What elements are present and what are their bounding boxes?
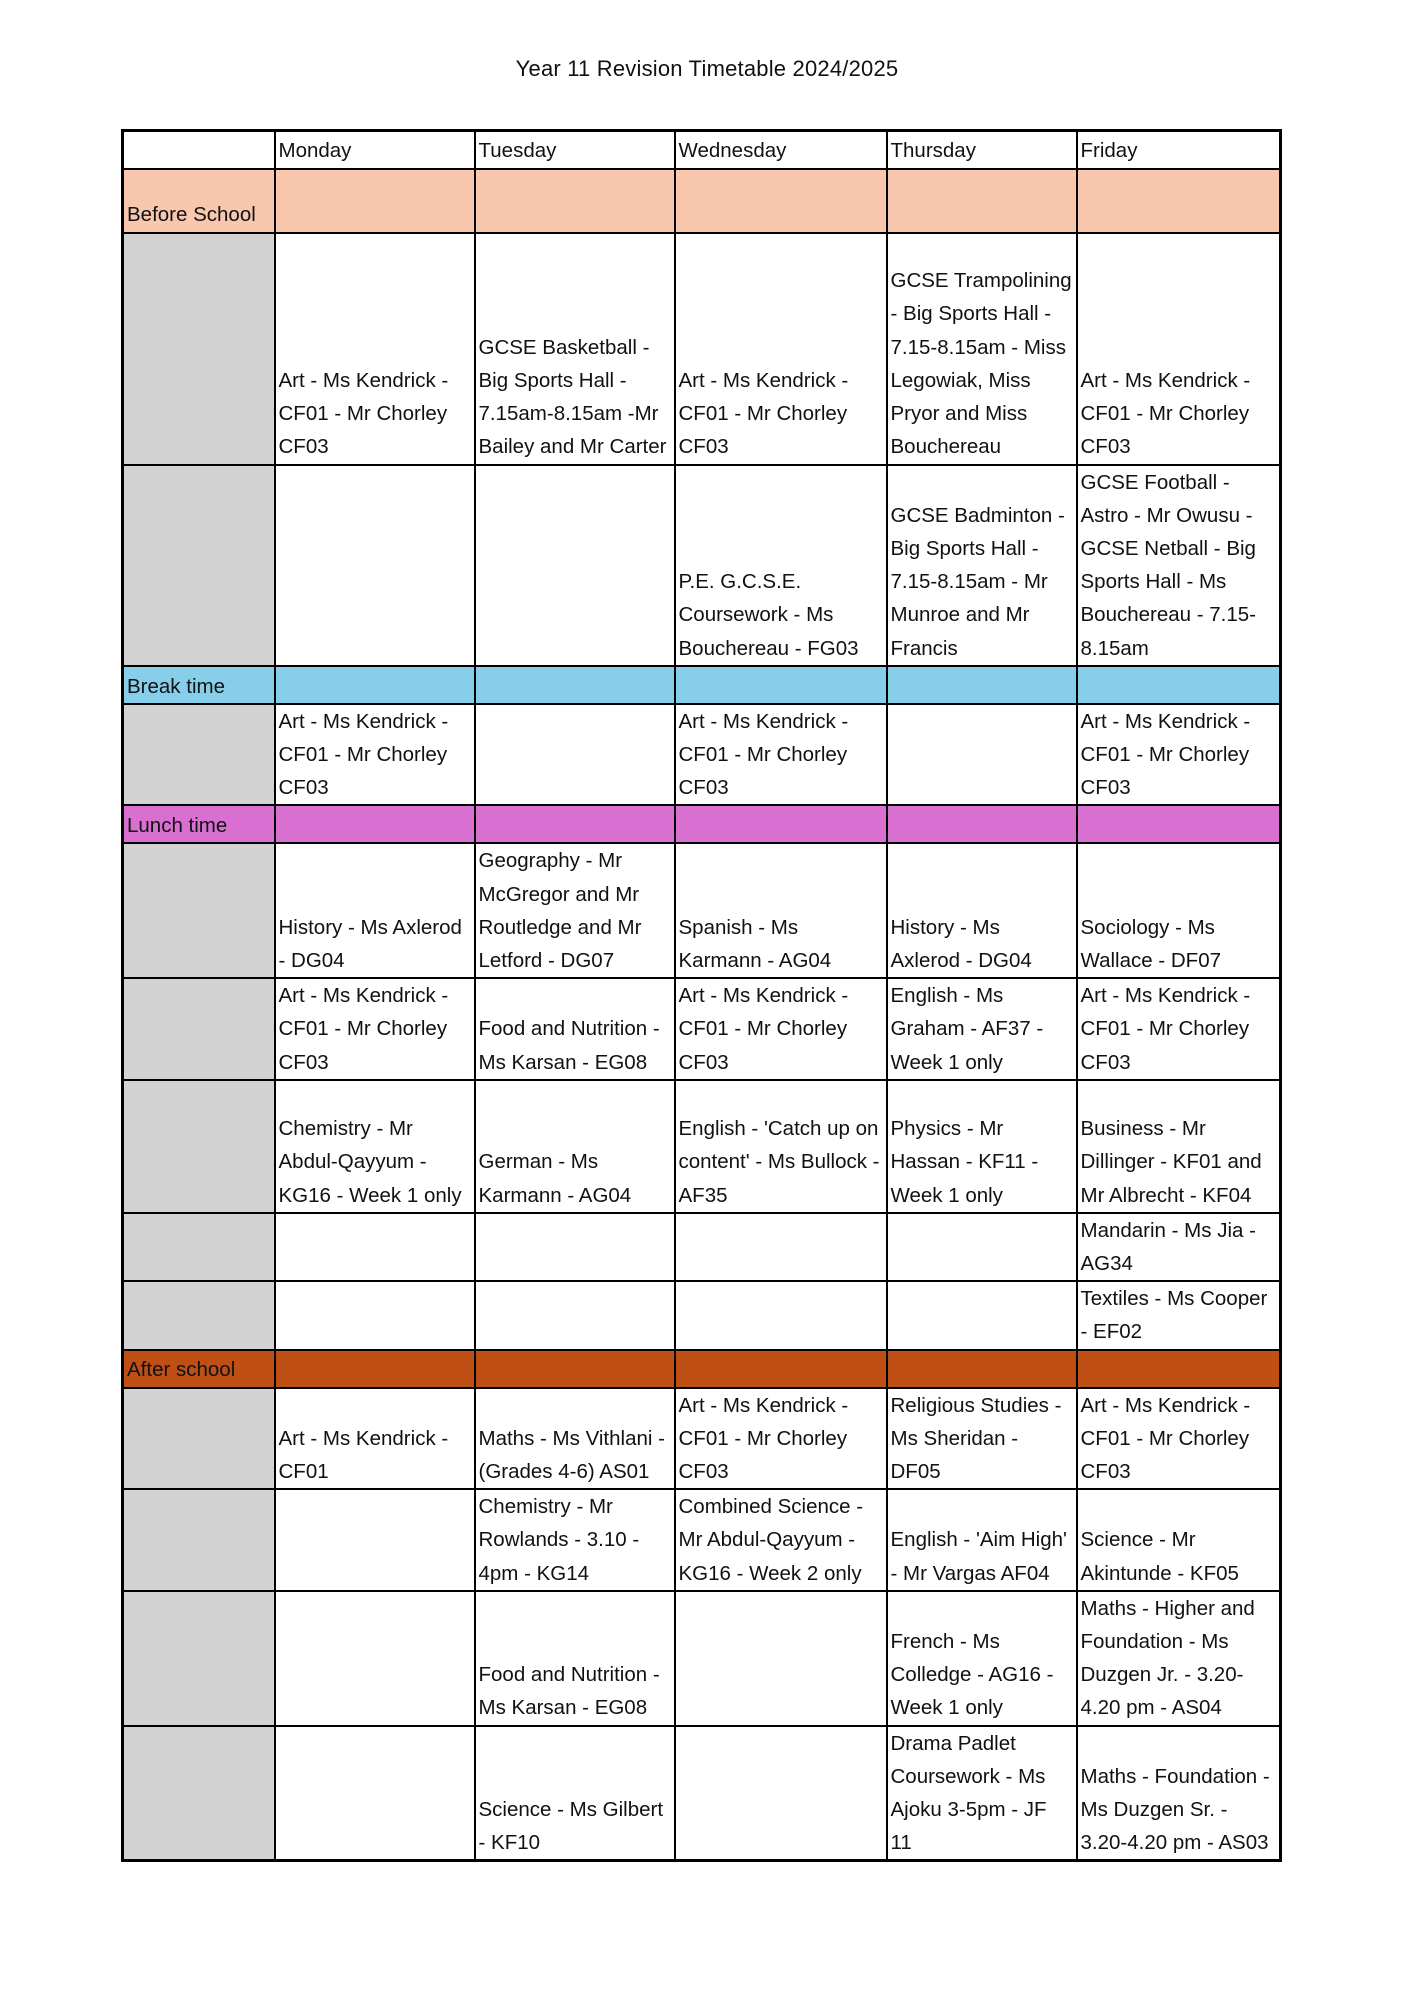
day-header-tuesday: Tuesday xyxy=(475,131,675,169)
session-cell xyxy=(275,1489,475,1591)
session-cell xyxy=(675,1213,887,1281)
session-cell: GCSE Basketball - Big Sports Hall - 7.15am-8.15am -Mr Bailey and Mr Carter xyxy=(475,233,675,465)
corner-cell xyxy=(123,131,275,169)
before-school-band-cell xyxy=(275,169,475,233)
session-cell: Science - Mr Akintunde - KF05 xyxy=(1077,1489,1281,1591)
session-cell xyxy=(675,1726,887,1861)
break-time-band-cell xyxy=(675,666,887,704)
session-cell: English - Ms Graham - AF37 - Week 1 only xyxy=(887,978,1077,1080)
session-cell: Art - Ms Kendrick - CF01 - Mr Chorley CF03 xyxy=(675,704,887,806)
session-cell: GCSE Trampolining - Big Sports Hall - 7.15-8.15am - Miss Legowiak, Miss Pryor and Miss Bouchereau xyxy=(887,233,1077,465)
session-cell: Chemistry - Mr Abdul-Qayyum - KG16 - Week 1 only xyxy=(275,1080,475,1213)
session-cell: History - Ms Axlerod - DG04 xyxy=(275,843,475,978)
row-label-cell xyxy=(123,1489,275,1591)
session-cell: Art - Ms Kendrick - CF01 xyxy=(275,1388,475,1490)
lunch-time-band-cell xyxy=(475,805,675,843)
session-cell xyxy=(275,1726,475,1861)
session-cell: Mandarin - Ms Jia - AG34 xyxy=(1077,1213,1281,1281)
session-cell xyxy=(675,1281,887,1349)
timetable-row xyxy=(123,233,1281,465)
lunch-time-header-row xyxy=(123,805,1281,843)
before-school-band-cell xyxy=(1077,169,1281,233)
session-cell xyxy=(275,1213,475,1281)
day-header-thursday: Thursday xyxy=(887,131,1077,169)
before-school-band-cell xyxy=(475,169,675,233)
session-cell: Chemistry - Mr Rowlands - 3.10 - 4pm - KG14 xyxy=(475,1489,675,1591)
session-cell: GCSE Football - Astro - Mr Owusu - GCSE Netball - Big Sports Hall - Ms Bouchereau - 7.15-8.15am xyxy=(1077,465,1281,666)
timetable-row xyxy=(123,1213,1281,1281)
session-cell: Combined Science - Mr Abdul-Qayyum - KG16 - Week 2 only xyxy=(675,1489,887,1591)
row-label-cell xyxy=(123,704,275,806)
lunch-time-label: Lunch time xyxy=(123,805,275,843)
session-cell: History - Ms Axlerod - DG04 xyxy=(887,843,1077,978)
session-cell: Art - Ms Kendrick - CF01 - Mr Chorley CF03 xyxy=(675,1388,887,1490)
session-cell: Art - Ms Kendrick - CF01 - Mr Chorley CF03 xyxy=(275,233,475,465)
page-title: Year 11 Revision Timetable 2024/2025 xyxy=(515,56,899,81)
session-cell: Art - Ms Kendrick - CF01 - Mr Chorley CF03 xyxy=(1077,704,1281,806)
row-label-cell xyxy=(123,843,275,978)
session-cell xyxy=(475,1281,675,1349)
break-time-header-row xyxy=(123,666,1281,704)
session-cell: Art - Ms Kendrick - CF01 - Mr Chorley CF03 xyxy=(675,233,887,465)
session-cell: English - 'Catch up on content' - Ms Bullock - AF35 xyxy=(675,1080,887,1213)
session-cell: Art - Ms Kendrick - CF01 - Mr Chorley CF03 xyxy=(1077,978,1281,1080)
timetable-row xyxy=(123,978,1281,1080)
session-cell xyxy=(887,1213,1077,1281)
lunch-time-band-cell xyxy=(1077,805,1281,843)
session-cell: Drama Padlet Coursework - Ms Ajoku 3-5pm - JF 11 xyxy=(887,1726,1077,1861)
timetable-row xyxy=(123,1388,1281,1490)
after-school-band-cell xyxy=(475,1350,675,1388)
row-label-cell xyxy=(123,1080,275,1213)
timetable-row xyxy=(123,1080,1281,1213)
timetable-row xyxy=(123,1489,1281,1591)
session-cell: Art - Ms Kendrick - CF01 - Mr Chorley CF03 xyxy=(1077,233,1281,465)
session-cell: GCSE Badminton - Big Sports Hall - 7.15-8.15am - Mr Munroe and Mr Francis xyxy=(887,465,1077,666)
session-cell: Art - Ms Kendrick - CF01 - Mr Chorley CF03 xyxy=(675,978,887,1080)
session-cell: French - Ms Colledge - AG16 - Week 1 only xyxy=(887,1591,1077,1726)
break-time-band-cell xyxy=(475,666,675,704)
before-school-band-cell xyxy=(887,169,1077,233)
session-cell: English - 'Aim High' - Mr Vargas AF04 xyxy=(887,1489,1077,1591)
lunch-time-band-cell xyxy=(275,805,475,843)
row-label-cell xyxy=(123,1591,275,1726)
day-header-row xyxy=(123,131,1281,169)
row-label-cell xyxy=(123,1213,275,1281)
session-cell: Art - Ms Kendrick - CF01 - Mr Chorley CF03 xyxy=(275,704,475,806)
session-cell xyxy=(675,1591,887,1726)
row-label-cell xyxy=(123,1726,275,1861)
session-cell: German - Ms Karmann - AG04 xyxy=(475,1080,675,1213)
session-cell: Maths - Higher and Foundation - Ms Duzgen Jr. - 3.20-4.20 pm - AS04 xyxy=(1077,1591,1281,1726)
row-label-cell xyxy=(123,1281,275,1349)
session-cell xyxy=(475,465,675,666)
row-label-cell xyxy=(123,1388,275,1490)
session-cell: Food and Nutrition - Ms Karsan - EG08 xyxy=(475,978,675,1080)
before-school-band-cell xyxy=(675,169,887,233)
day-header-wednesday: Wednesday xyxy=(675,131,887,169)
break-time-label: Break time xyxy=(123,666,275,704)
after-school-band-cell xyxy=(675,1350,887,1388)
session-cell xyxy=(887,1281,1077,1349)
row-label-cell xyxy=(123,978,275,1080)
session-cell xyxy=(475,704,675,806)
timetable-row xyxy=(123,843,1281,978)
session-cell: Science - Ms Gilbert - KF10 xyxy=(475,1726,675,1861)
before-school-label: Before School xyxy=(123,169,275,233)
after-school-band-cell xyxy=(887,1350,1077,1388)
timetable-row xyxy=(123,704,1281,806)
session-cell: Physics - Mr Hassan - KF11 - Week 1 only xyxy=(887,1080,1077,1213)
break-time-band-cell xyxy=(1077,666,1281,704)
session-cell: Spanish - Ms Karmann - AG04 xyxy=(675,843,887,978)
timetable-row xyxy=(123,1281,1281,1349)
session-cell: Maths - Ms Vithlani - (Grades 4-6) AS01 xyxy=(475,1388,675,1490)
after-school-band-cell xyxy=(1077,1350,1281,1388)
after-school-band-cell xyxy=(275,1350,475,1388)
session-cell: P.E. G.C.S.E. Coursework - Ms Bouchereau - FG03 xyxy=(675,465,887,666)
session-cell: Art - Ms Kendrick - CF01 - Mr Chorley CF03 xyxy=(1077,1388,1281,1490)
session-cell: Maths - Foundation - Ms Duzgen Sr. - 3.20-4.20 pm - AS03 xyxy=(1077,1726,1281,1861)
lunch-time-band-cell xyxy=(675,805,887,843)
session-cell: Geography - Mr McGregor and Mr Routledge and Mr Letford - DG07 xyxy=(475,843,675,978)
row-label-cell xyxy=(123,465,275,666)
day-header-friday: Friday xyxy=(1077,131,1281,169)
timetable-row xyxy=(123,1726,1281,1861)
session-cell: Food and Nutrition - Ms Karsan - EG08 xyxy=(475,1591,675,1726)
break-time-band-cell xyxy=(887,666,1077,704)
revision-timetable xyxy=(121,129,1282,1862)
break-time-band-cell xyxy=(275,666,475,704)
session-cell xyxy=(275,465,475,666)
session-cell: Sociology - Ms Wallace - DF07 xyxy=(1077,843,1281,978)
timetable-row xyxy=(123,1591,1281,1726)
day-header-monday: Monday xyxy=(275,131,475,169)
before-school-header-row xyxy=(123,169,1281,233)
session-cell xyxy=(275,1591,475,1726)
session-cell xyxy=(887,704,1077,806)
session-cell xyxy=(475,1213,675,1281)
after-school-label: After school xyxy=(123,1350,275,1388)
session-cell xyxy=(275,1281,475,1349)
session-cell: Textiles - Ms Cooper - EF02 xyxy=(1077,1281,1281,1349)
lunch-time-band-cell xyxy=(887,805,1077,843)
row-label-cell xyxy=(123,233,275,465)
session-cell: Art - Ms Kendrick - CF01 - Mr Chorley CF03 xyxy=(275,978,475,1080)
after-school-header-row xyxy=(123,1350,1281,1388)
session-cell: Business - Mr Dillinger - KF01 and Mr Albrecht - KF04 xyxy=(1077,1080,1281,1213)
timetable-row xyxy=(123,465,1281,666)
session-cell: Religious Studies - Ms Sheridan - DF05 xyxy=(887,1388,1077,1490)
